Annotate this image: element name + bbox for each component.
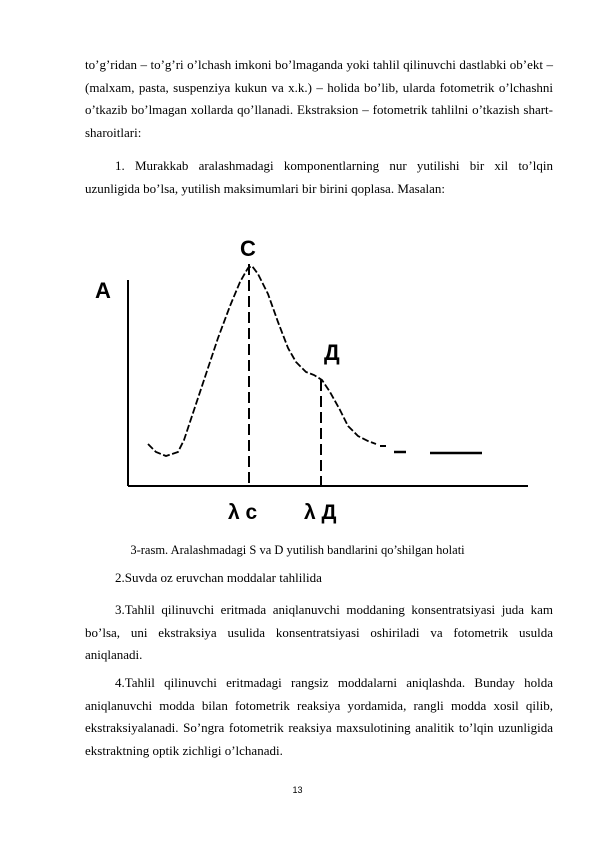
figure-caption: 3-rasm. Aralashmadagi S va D yutilish bandlarini qo’shilgan holati (130, 543, 465, 557)
x-tick-lambda-c: λ c (228, 501, 258, 524)
peak-d-label: Д (324, 340, 340, 365)
condition-item-3: 3.Tahlil qilinuvchi eritmada aniqlanuvchi moddaning konsentratsiyasi juda kam bo’lsa, uni ekstraksiya usulida konsentratsiyasi oshiriladi va fotometrik usulda aniqlanadi. (85, 602, 553, 662)
peak-c-label: C (240, 236, 256, 261)
page-number: 13 (292, 785, 303, 795)
condition-item-2: 2.Suvda oz eruvchan moddalar tahlilida (115, 570, 322, 585)
x-tick-lambda-d: λ Д (304, 501, 337, 524)
absorption-spectrum-figure (90, 220, 530, 525)
condition-item-4: 4.Tahlil qilinuvchi eritmadagi rangsiz moddalarni aniqlashda. Bunday holda aniqlanuvchi modda bilan fotometrik reaksiya yordamida, rangli modda xosil qilib, ekstraksiyalanadi. So’ngra fotometrik reaksiya maxsulotining analitik to’lqin uzunligida ekstraktning optik zichligi o’lchanadi. (85, 675, 553, 758)
condition-item-1: 1. Murakkab aralashmadagi komponentlarning nur yutilishi bir xil to’lqin uzunligida bo’lsa, yutilish maksimumlari bir birini qoplasa. Masalan: (85, 158, 553, 196)
absorption-curve (148, 266, 376, 456)
intro-paragraph: to’g’ridan – to’g’ri o’lchash imkoni bo’lmaganda yoki tahlil qilinuvchi dastlabki ob’ekt – (malxam, pasta, suspenziya kukun va x.k.) – holida bo’lib, ularda fotometrik o’lchashni o’tkazib bo’lmagan xollarda qo’llanadi. Ekstraksion – fotometrik tahlilni o’tkazish shart-sharoitlari: (85, 57, 553, 140)
y-axis-label: A (95, 278, 111, 303)
